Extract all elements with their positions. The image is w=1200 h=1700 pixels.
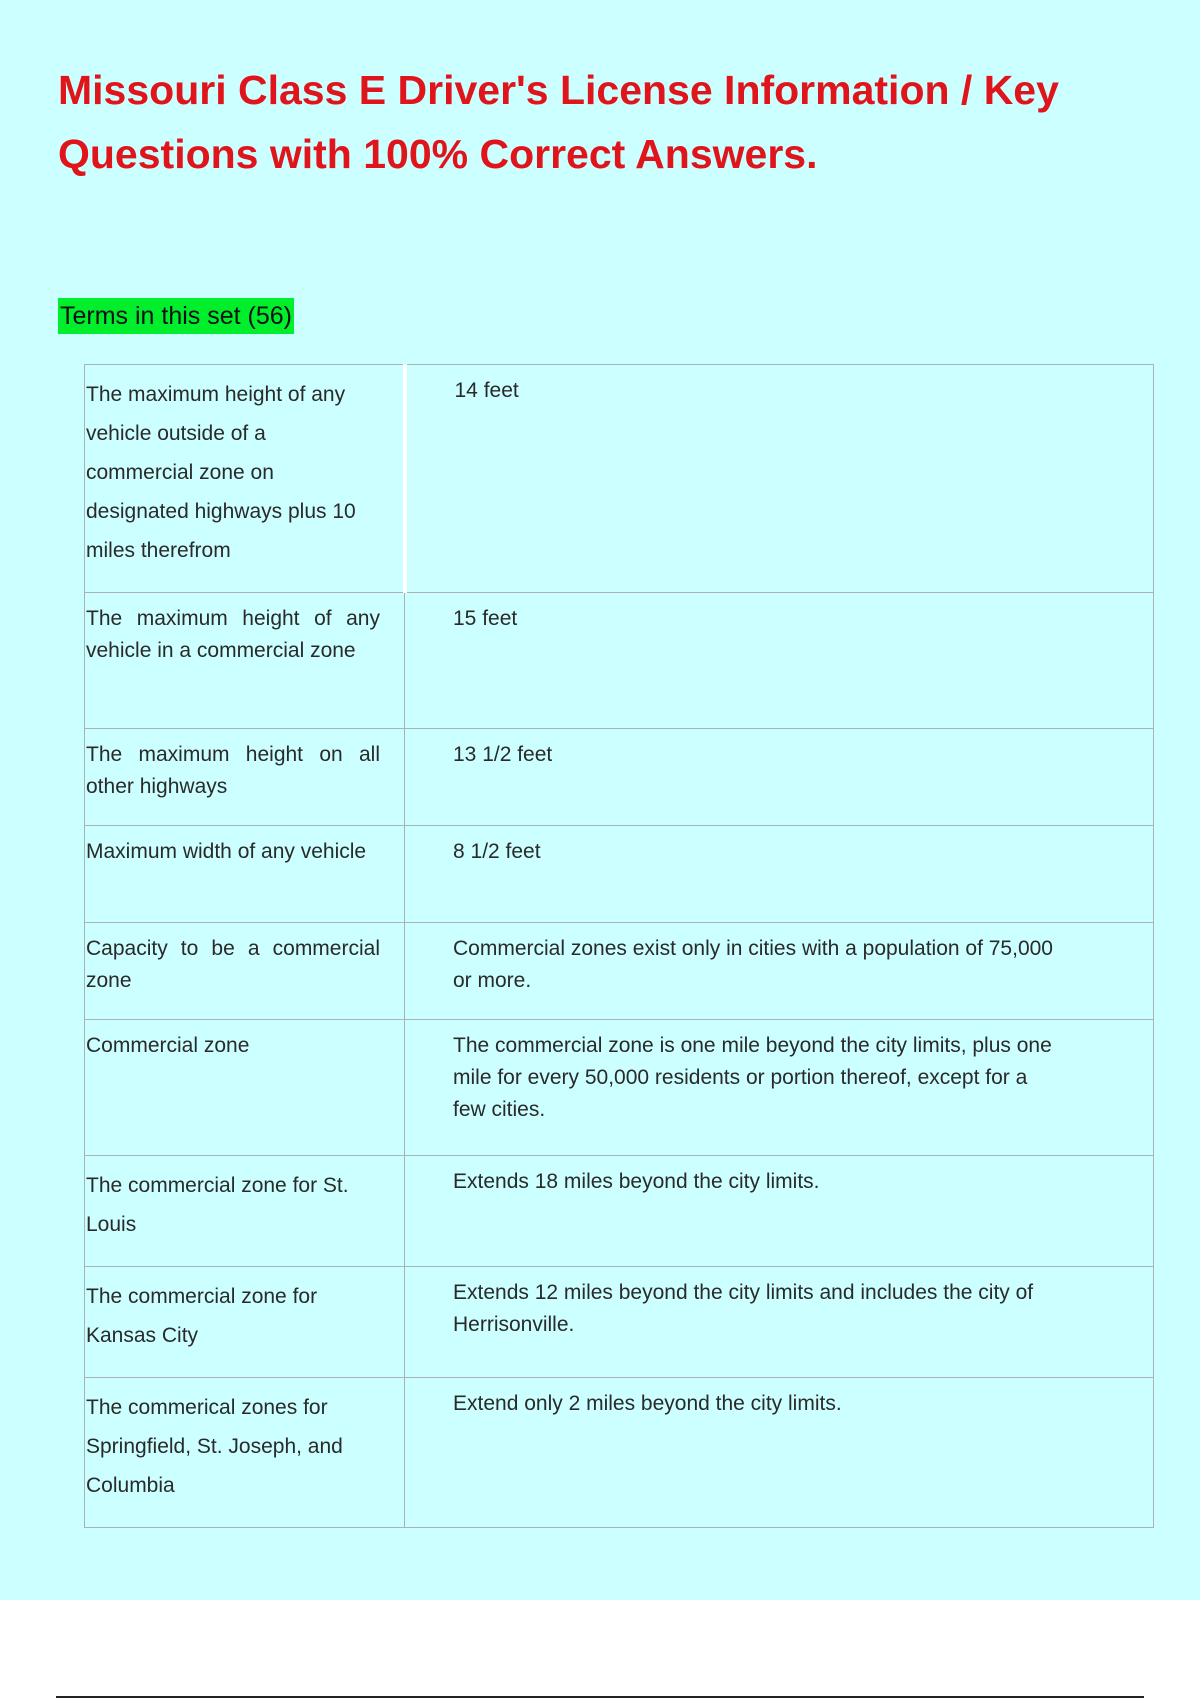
definition-cell: Commercial zones exist only in cities with a population of 75,000 or more.	[405, 923, 1154, 1020]
definition-cell: 14 feet	[405, 365, 1154, 593]
definition-cell: 13 1/2 feet	[405, 729, 1154, 826]
table-row	[85, 1378, 1154, 1528]
table-row	[85, 1156, 1154, 1267]
term-cell: The maximum height of any vehicle in a commercial zone	[85, 593, 405, 729]
table-row	[85, 1267, 1154, 1378]
table-row	[85, 923, 1154, 1020]
table-row	[85, 729, 1154, 826]
document-title: Missouri Class E Driver's License Information / Key Questions with 100% Correct Answers.	[58, 67, 1059, 177]
definition-cell: 15 feet	[405, 593, 1154, 729]
footer-divider	[56, 1696, 1144, 1698]
table-row	[85, 593, 1154, 729]
term-cell: The commercial zone for Kansas City	[85, 1267, 405, 1378]
term-cell: The commerical zones for Springfield, St. Joseph, and Columbia	[85, 1378, 405, 1528]
term-cell: Commercial zone	[85, 1020, 405, 1156]
table-row	[85, 1020, 1154, 1156]
term-cell: The commercial zone for St. Louis	[85, 1156, 405, 1267]
definition-cell: The commercial zone is one mile beyond the city limits, plus one mile for every 50,000 residents or portion thereof, except for a few cities.	[405, 1020, 1154, 1156]
terms-count-label: Terms in this set (56)	[58, 298, 294, 334]
definition-cell: Extend only 2 miles beyond the city limits.	[405, 1378, 1154, 1528]
definition-cell: Extends 12 miles beyond the city limits and includes the city of Herrisonville.	[405, 1267, 1154, 1378]
definition-cell: Extends 18 miles beyond the city limits.	[405, 1156, 1154, 1267]
term-cell: The maximum height on all other highways	[85, 729, 405, 826]
table-row	[85, 365, 1154, 593]
term-cell: The maximum height of any vehicle outside of a commercial zone on designated highways plus 10 miles therefrom	[85, 365, 405, 593]
term-cell: Maximum width of any vehicle	[85, 826, 405, 923]
terms-table	[84, 364, 1154, 1528]
definition-cell: 8 1/2 feet	[405, 826, 1154, 923]
table-row	[85, 826, 1154, 923]
term-cell: Capacity to be a commercial zone	[85, 923, 405, 1020]
